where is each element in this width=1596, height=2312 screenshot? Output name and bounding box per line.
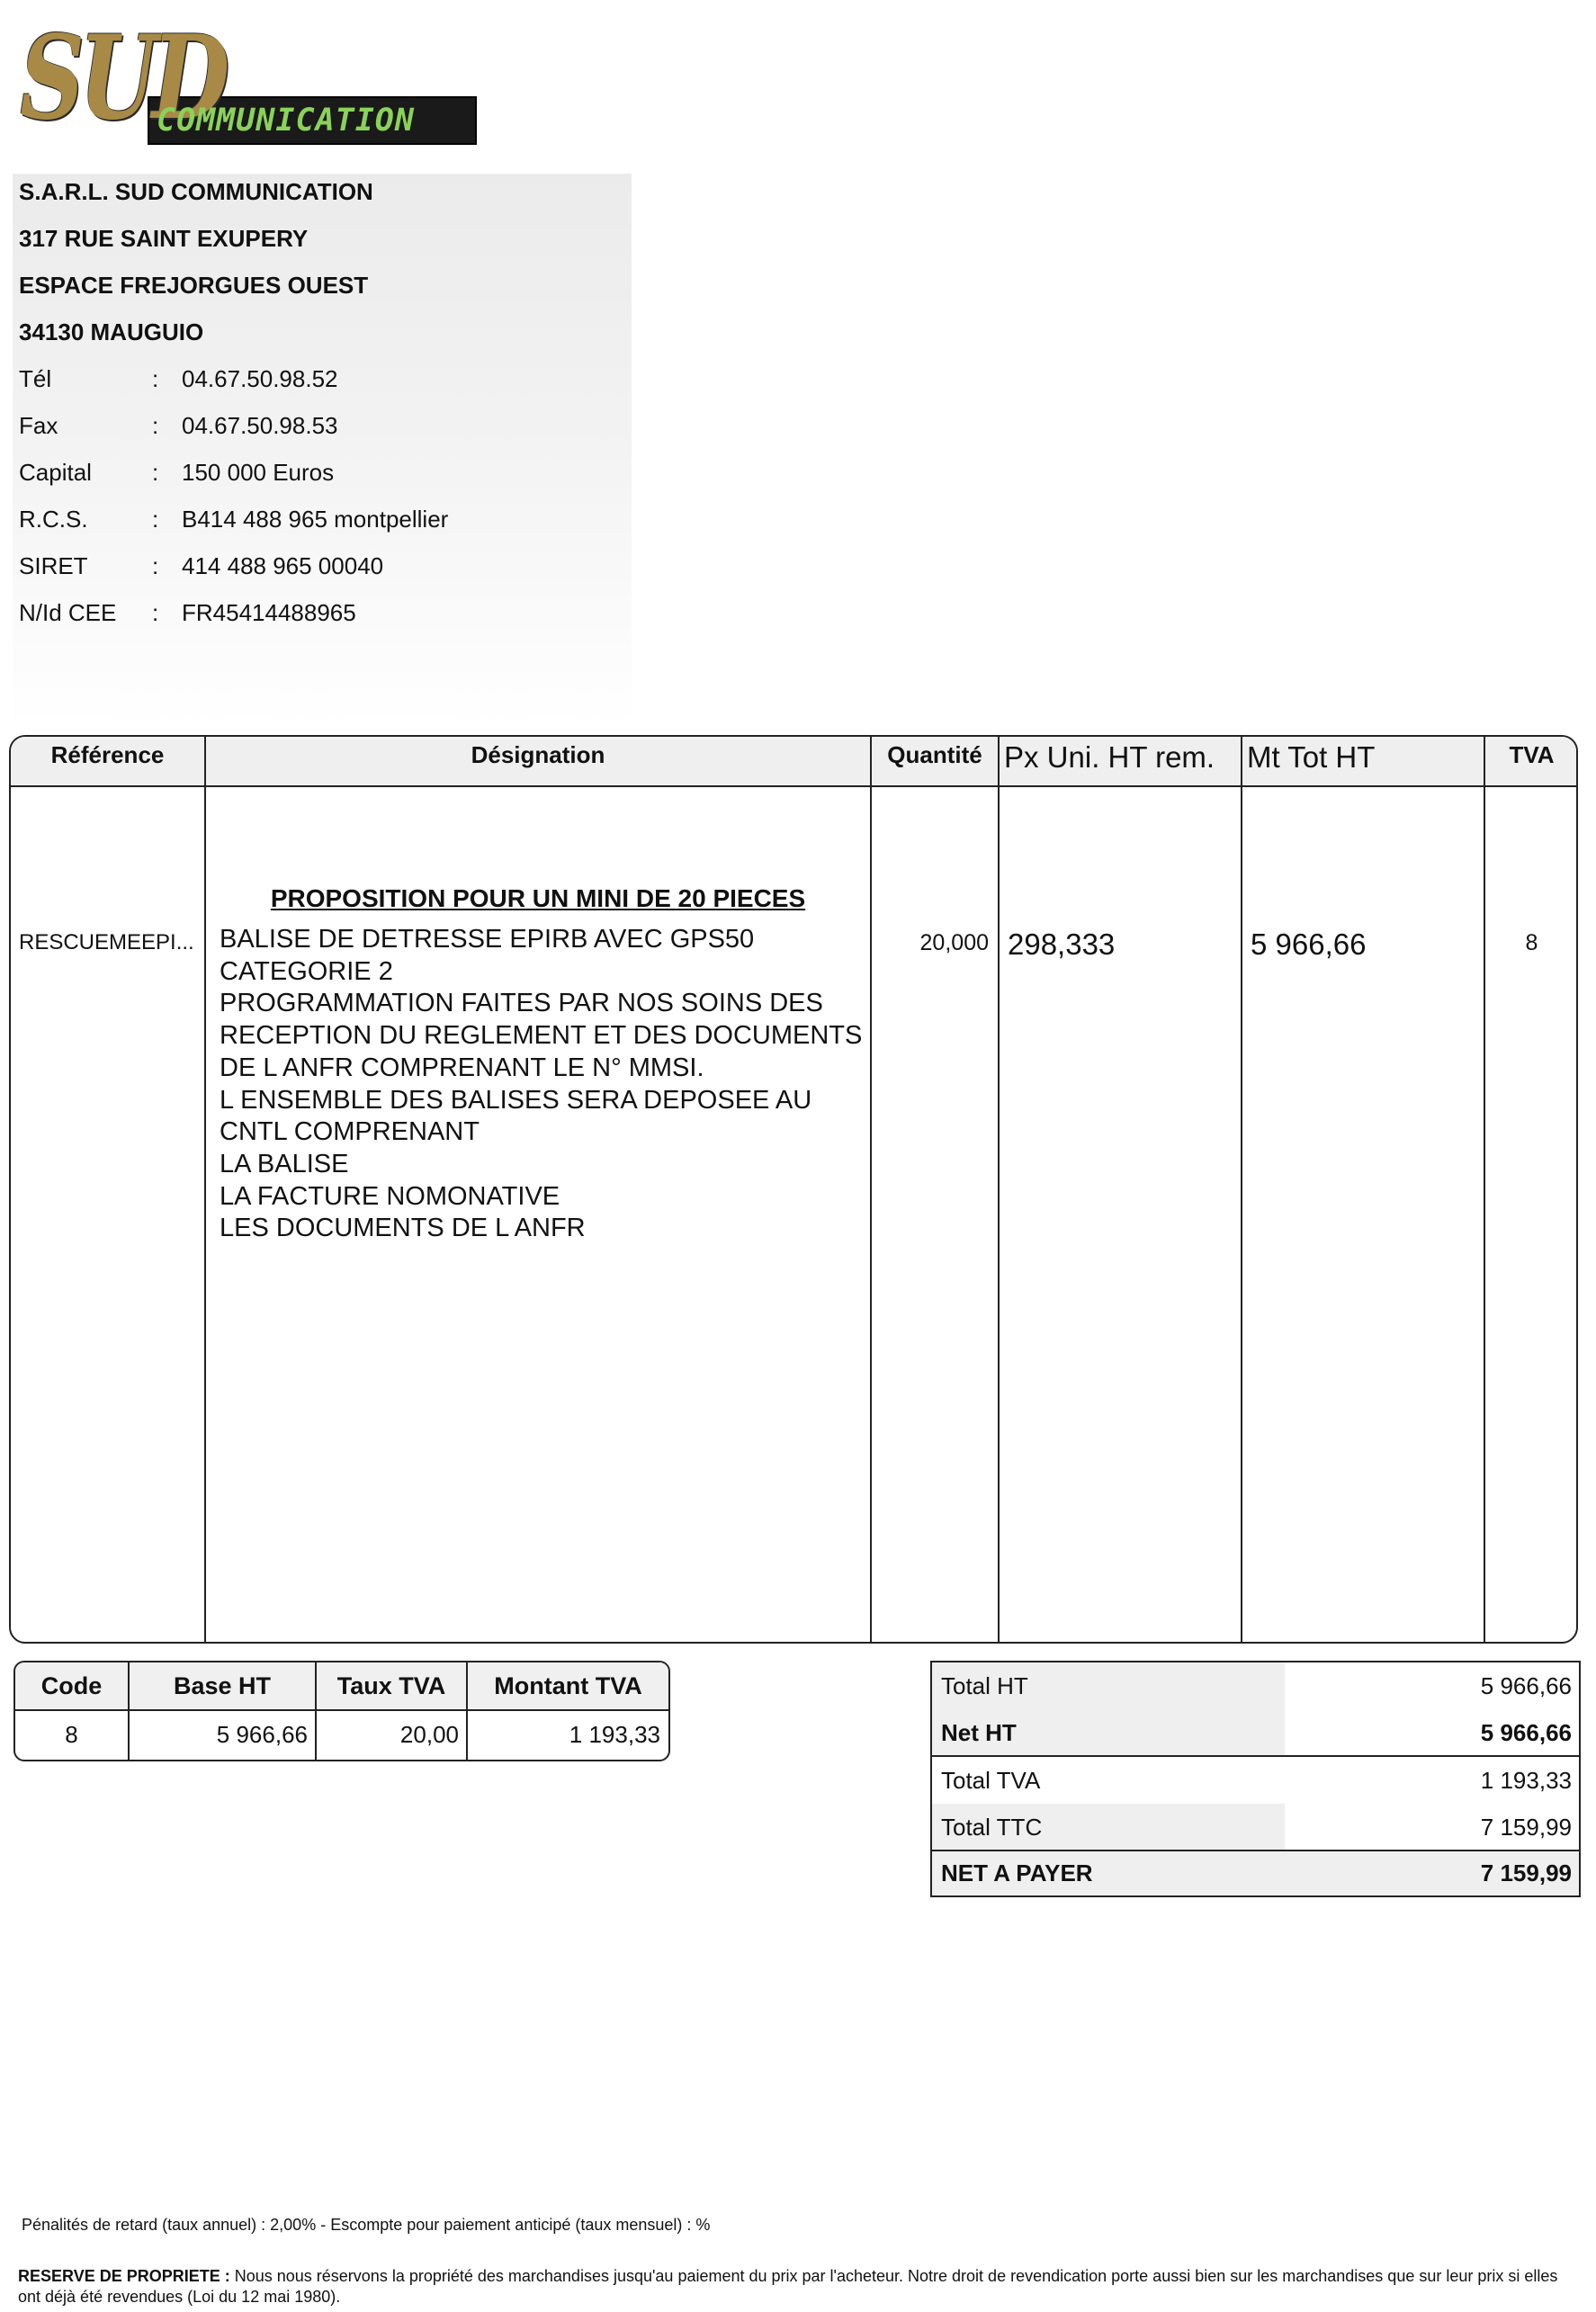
designation-line: BALISE DE DETRESSE EPIRB AVEC GPS50	[220, 925, 755, 954]
detail-label: R.C.S.	[19, 506, 88, 533]
header-total: Mt Tot HT	[1247, 740, 1376, 774]
column-divider	[1484, 737, 1485, 1642]
designation-line: LA FACTURE NOMONATIVE	[220, 1181, 560, 1211]
column-divider	[204, 737, 206, 1642]
detail-label: Capital	[19, 459, 92, 486]
column-divider	[1241, 737, 1242, 1642]
vat-header-rate: Taux TVA	[336, 1672, 446, 1699]
detail-value: 04.67.50.98.53	[182, 412, 338, 439]
net-a-payer-value: 7 159,99	[1480, 1859, 1572, 1886]
vat-base: 5 966,66	[216, 1721, 308, 1748]
detail-colon: :	[152, 552, 159, 579]
net-a-payer-label: NET A PAYER	[941, 1859, 1093, 1886]
detail-colon: :	[152, 365, 159, 392]
detail-label: SIRET	[19, 552, 88, 579]
header-vat: TVA	[1509, 741, 1555, 768]
designation-line: LA BALISE	[220, 1149, 349, 1178]
detail-value: B414 488 965 montpellier	[182, 506, 449, 533]
header-reference: Référence	[50, 741, 165, 768]
company-name: S.A.R.L. SUD COMMUNICATION	[19, 178, 373, 205]
company-city: 34130 MAUGUIO	[19, 318, 204, 345]
ownership-reserve-note	[18, 2266, 1583, 2308]
vat-header-code: Code	[40, 1672, 103, 1699]
vat-header-amount: Montant TVA	[494, 1672, 642, 1699]
vat-rate: 20,00	[399, 1721, 459, 1748]
net-ht-value: 5 966,66	[1480, 1719, 1572, 1746]
vat-code: 8	[65, 1721, 78, 1748]
detail-colon: :	[152, 459, 159, 486]
reserve-text: Nous nous réservons la propriété des marchandises jusqu'au paiement du prix par l'acheteur. Notre droit de revendication porte aussi bien sur les marchandises que sur leur prix si elles ont déjà été revendues (Loi du 12 mai 1980).	[18, 2267, 1558, 2306]
detail-colon: :	[152, 506, 159, 533]
column-divider	[998, 737, 1000, 1642]
detail-value: 04.67.50.98.52	[182, 365, 338, 392]
company-address-1: 317 RUE SAINT EXUPERY	[19, 225, 309, 252]
detail-label: Fax	[19, 412, 58, 439]
row-designation	[220, 924, 862, 1245]
net-ht-row	[932, 1709, 1579, 1756]
detail-value: 414 488 965 00040	[182, 552, 384, 579]
total-ht-label: Total HT	[941, 1672, 1028, 1699]
designation-line: DE L ANFR COMPRENANT LE N° MMSI.	[220, 1053, 704, 1082]
designation-line: CATEGORIE 2	[220, 956, 393, 986]
total-tva-row	[932, 1757, 1579, 1804]
vat-amount: 1 193,33	[569, 1721, 660, 1748]
row-vat: 8	[1525, 930, 1538, 955]
vat-header-base: Base HT	[173, 1672, 272, 1699]
company-address-2: ESPACE FREJORGUES OUEST	[19, 272, 369, 299]
row-total: 5 966,66	[1251, 927, 1367, 961]
designation-line: CNTL COMPRENANT	[220, 1117, 480, 1147]
designation-line: RECEPTION DU REGLEMENT ET DES DOCUMENTS	[220, 1021, 863, 1051]
total-ttc-row	[932, 1804, 1579, 1850]
vat-summary-table	[13, 1661, 670, 1761]
totals-box	[930, 1661, 1581, 1897]
total-ht-value: 5 966,66	[1480, 1672, 1572, 1699]
detail-value: FR45414488965	[182, 599, 356, 626]
header-unit-price: Px Uni. HT rem.	[1004, 740, 1215, 774]
net-ht-label: Net HT	[941, 1719, 1017, 1746]
net-a-payer-row	[932, 1851, 1579, 1895]
total-tva-value: 1 193,33	[1480, 1767, 1572, 1794]
column-divider	[870, 737, 872, 1642]
detail-label: Tél	[19, 365, 52, 392]
designation-line: PROGRAMMATION FAITES PAR NOS SOINS DES	[220, 989, 823, 1018]
designation-line: L ENSEMBLE DES BALISES SERA DEPOSEE AU	[220, 1085, 812, 1115]
detail-colon: :	[152, 599, 159, 626]
total-tva-label: Total TVA	[941, 1767, 1041, 1794]
designation-line: LES DOCUMENTS DE L ANFR	[220, 1214, 586, 1243]
total-ht-row	[932, 1662, 1579, 1709]
row-unit-price: 298,333	[1008, 927, 1116, 961]
row-reference: RESCUEMEEPI...	[19, 930, 194, 954]
total-ttc-value: 7 159,99	[1480, 1814, 1572, 1841]
company-logo	[13, 11, 475, 171]
total-ttc-label: Total TTC	[941, 1814, 1043, 1841]
header-quantity: Quantité	[887, 741, 982, 768]
detail-label: N/Id CEE	[19, 599, 117, 626]
items-table	[9, 735, 1578, 1644]
row-quantity: 20,000	[919, 930, 989, 955]
detail-colon: :	[152, 412, 159, 439]
row-designation-title: PROPOSITION POUR UN MINI DE 20 PIECES	[270, 884, 806, 912]
detail-value: 150 000 Euros	[182, 459, 335, 486]
logo-text-communication: COMMUNICATION	[157, 103, 415, 139]
reserve-label: RESERVE DE PROPRIETE :	[18, 2267, 230, 2285]
header-designation: Désignation	[471, 741, 605, 768]
penalties-note: Pénalités de retard (taux annuel) : 2,00% - Escompte pour paiement anticipé (taux mensuel) : %	[22, 2216, 711, 2234]
company-info	[13, 174, 632, 727]
logo-text-sud: SUD	[20, 11, 225, 146]
